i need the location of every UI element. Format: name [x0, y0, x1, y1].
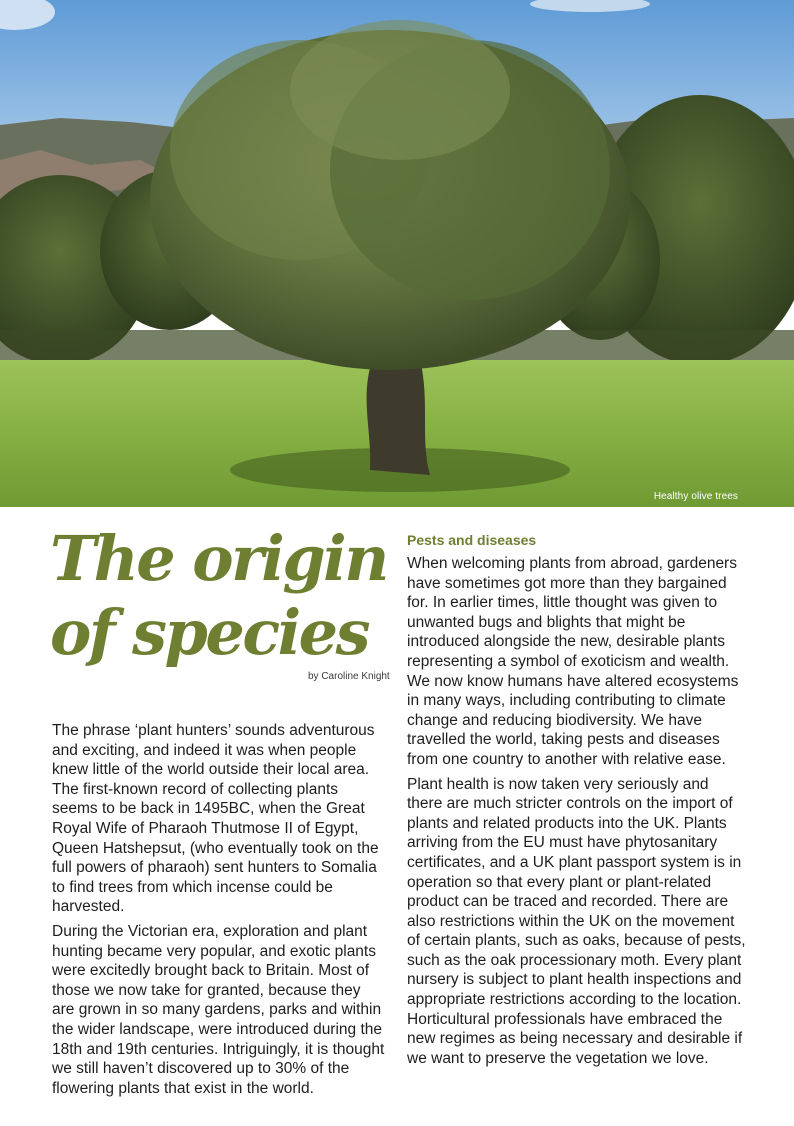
olive-grove-illustration: [0, 0, 794, 507]
section-heading: Pests and diseases: [407, 532, 537, 548]
paragraph: Plant health is now taken very seriously and there are much stricter controls on the import of plants and related products into the UK. Plants arriving from the EU must have phytosanitary certificates, and a UK plant passport system is in operation so that every plant or plant-related product can be traced and recorded. There are also restrictions within the UK on the movement of certain plants, such as oaks, because of pests, such as the oak processionary moth. Every plant nursery is subject to plant health inspections and appropriate restrictions according to the location. Horticultural professionals have embraced the new regimes as being necessary and desirable if we want to preserve the vegetation we love.: [407, 775, 746, 1067]
hero-photo: [0, 0, 794, 507]
paragraph: The phrase ‘plant hunters’ sounds adventurous and exciting, and indeed it was when people knew little of the world outside their local area. The first-known record of collecting plants seems to be back in 1495BC, when the Great Royal Wife of Pharaoh Thutmose II of Egypt, Queen Hatshepsut, (who eventually took on the full powers of pharaoh) sent hunters to Somalia to find trees from which incense could be harvested.: [52, 722, 379, 916]
article-title-line-1: The origin: [50, 522, 387, 595]
article-title-line-2: of species: [50, 596, 368, 669]
right-column: [407, 554, 747, 1073]
olive-tree-crown: [290, 20, 510, 160]
paragraph: When welcoming plants from abroad, gardeners have sometimes got more than they bargained for. In earlier times, little thought was given to unwanted bugs and blights that might be introduced alongside the new, desirable plants representing a symbol of exoticism and wealth. We now know humans have altered ecosystems in many ways, including contributing to climate change and reducing biodiversity. We have travelled the world, taking pests and diseases from one country to another with relative ease.: [407, 555, 739, 768]
left-column: [52, 721, 387, 1103]
article-title: [50, 522, 395, 670]
byline: by Caroline Knight: [308, 671, 390, 682]
paragraph: During the Victorian era, exploration and plant hunting became very popular, and exotic plants were excitedly brought back to Britain. Most of those we now take for granted, because they are grown in so many gardens, parks and within the wider landscape, were introduced during the 18th and 19th centuries. Intriguingly, it is thought we still haven’t discovered up to 30% of the flowering plants that exist in the world.: [52, 922, 385, 1097]
photo-caption: Healthy olive trees: [653, 491, 738, 502]
